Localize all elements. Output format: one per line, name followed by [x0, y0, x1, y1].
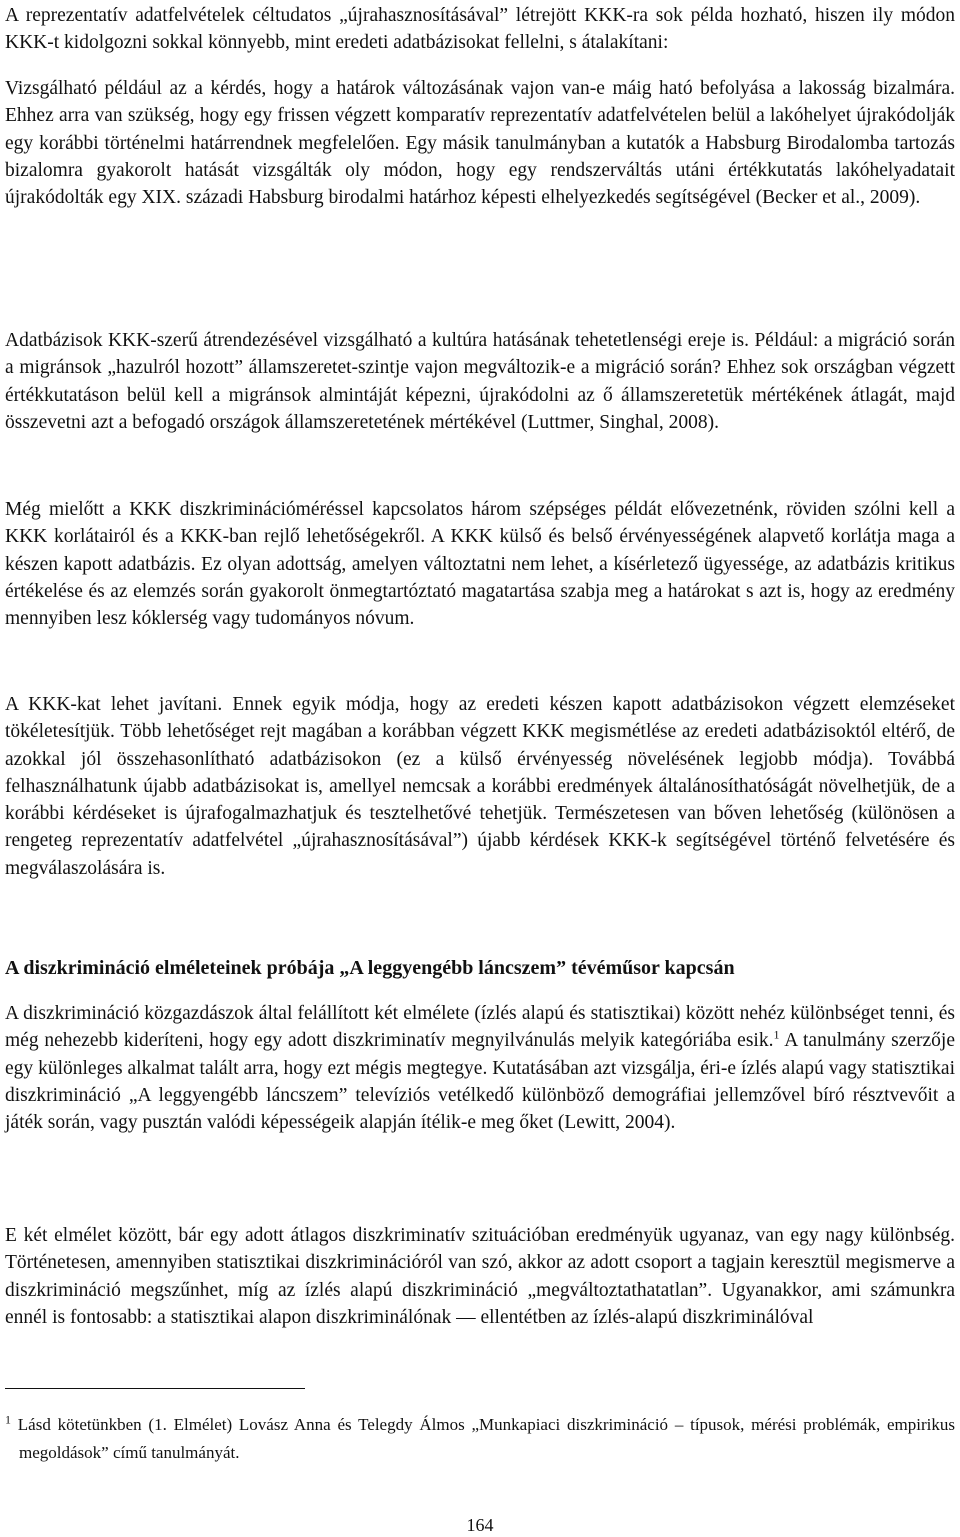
footnote: [5, 1411, 955, 1467]
paragraph-2: Vizsgálható például az a kérdés, hogy a határok változásának vajon van-e máig ható befolyása a lakosság bizalmára. Ehhez arra van szükség, hogy egy frissen végzett komparatív reprezentatív adatfelvételen belül a lakóhelyet újrakódolják egy korábbi történelmi határrendnek megfelelően. Egy másik tanulmányban a kutatók a Habsburg Birodalomba tartozás bizalomra gyakorolt hatását vizsgálták oly módon, hogy egy rendszerváltás utáni értékkutatás lakóhelyadatait újrakódolták egy XIX. századi Habsburg birodalmi határhoz képesti elhelyezkedés segítségével (Becker et al., 2009).: [5, 78, 955, 209]
paragraph-5: A KKK-kat lehet javítani. Ennek egyik módja, hogy az eredeti készen kapott adatbázisokon végzett elemzéseket tökéletesítjük. Több lehetőséget rejt magában a korábban végzett KKK megismétlése az eredeti adatbázisoktól eltérő, de azokkal jól összehasonlítható adatbázisokon (ez a külső érvényesség növelésének legjobb módja). Továbbá felhasználhatunk újabb adatbázisokat is, amellyel nemcsak a korábbi eredmények általánosíthatóságát növelhetjük, de a korábbi kérdéseket is újrafogalmazhatjuk és tesztelhetővé tehetjük. Természetesen van bőven lehetőség (különösen a rengeteg reprezentatív adatfelvétel „újrahasznosításával”) újabb kérdések KKK-k segítségével történő felvetésére és megválaszolására is.: [5, 694, 955, 879]
footnote-mark: 1: [5, 1412, 11, 1427]
paragraph-6-text-b: A tanulmány szerzője egy különleges alkalmat talált arra, hogy ezt mégis megtegye. Kutatásában azt vizsgálja, éri-e ízlés alapú vagy statisztikai diszkrimináció „A leggyengébb láncszem” televíziós vetélkedő különböző demográfiai jellemzővel bíró résztvevőit a játék során, vagy pusztán valódi képességeik alapján ítélik-e meg őket (Lewitt, 2004).: [5, 1030, 955, 1134]
paragraph-1: A reprezentatív adatfelvételek céltudatos „újrahasznosításával” létrejött KKK-ra sok példa hozható, hiszen ily módon KKK-t kidolgozni sokkal könnyebb, mint eredeti adatbázisokat fellelni, s átalakítani:: [5, 5, 955, 54]
paragraph-7: E két elmélet között, bár egy adott átlagos diszkriminatív szituációban eredményük ugyanaz, van egy nagy különbség. Történetesen, amennyiben statisztikai diszkriminációról van szó, akkor az adott csoport a tagjain keresztül megismerve a diszkrimináció megszűnhet, míg az ízlés alapú diszkrimináció „megváltoztathatatlan”. Ugyanakkor, ami számunkra ennél is fontosabb: a statisztikai alapon diszkriminálónak — ellentétben az ízlés-alapú diszkriminálóval: [5, 1225, 955, 1328]
footnote-reference[interactable]: 1: [773, 1027, 780, 1042]
paragraph-4: Még mielőtt a KKK diszkriminációméréssel kapcsolatos három szépséges példát elővezetnénk, röviden szólni kell a KKK korlátairól és a KKK-ban rejlő lehetőségekről. A KKK külső és belső érvényességének alapvető korlátja maga a készen kapott adatbázis. Ez olyan adottság, amelyen változtatni nem lehet, a kísérletező ügyessége, az adatbázis kritikus értékelése és az elemzés során gyakorolt önmegtartóztató magatartása szabja meg a határokat s azt is, hogy az eredmény mennyiben lesz kóklerség vagy tudományos nóvum.: [5, 499, 955, 630]
page-number: 164: [466, 1515, 494, 1535]
paragraph-6-text-a: A diszkrimináció közgazdászok által felállított két elmélete (ízlés alapú és statisztikai) között nehéz különbséget tenni, és még nehezebb kideríteni, hogy egy adott diszkriminatív megnyilvánulás melyik kategóriába esik.: [5, 1003, 955, 1052]
section-heading: A diszkrimináció elméleteinek próbája „A leggyengébb láncszem” tévéműsor kapcsán: [5, 957, 735, 979]
paragraph-6: [5, 1000, 955, 1136]
paragraph-3: Adatbázisok KKK-szerű átrendezésével vizsgálható a kultúra hatásának tehetetlenségi ereje is. Például: a migráció során a migránsok „hazulról hozott” államszeretet-szintje vajon megváltozik-e a migráció során? Ehhez sok országban végzett értékkutatáson belül kell a migránsok almintáját képezni, újrakódolni az ő államszeretetük mértékének átlagát, majd összevetni azt a befogadó országok államszeretetének mértékével (Luttmer, Singhal, 2008).: [5, 330, 955, 433]
footnote-text: Lásd kötetünkben (1. Elmélet) Lovász Anna és Telegdy Álmos „Munkapiaci diszkrimináció – típusok, mérési problémák, empirikus megoldások” című tanulmányát.: [17, 1415, 955, 1462]
footnote-divider: [5, 1388, 305, 1389]
